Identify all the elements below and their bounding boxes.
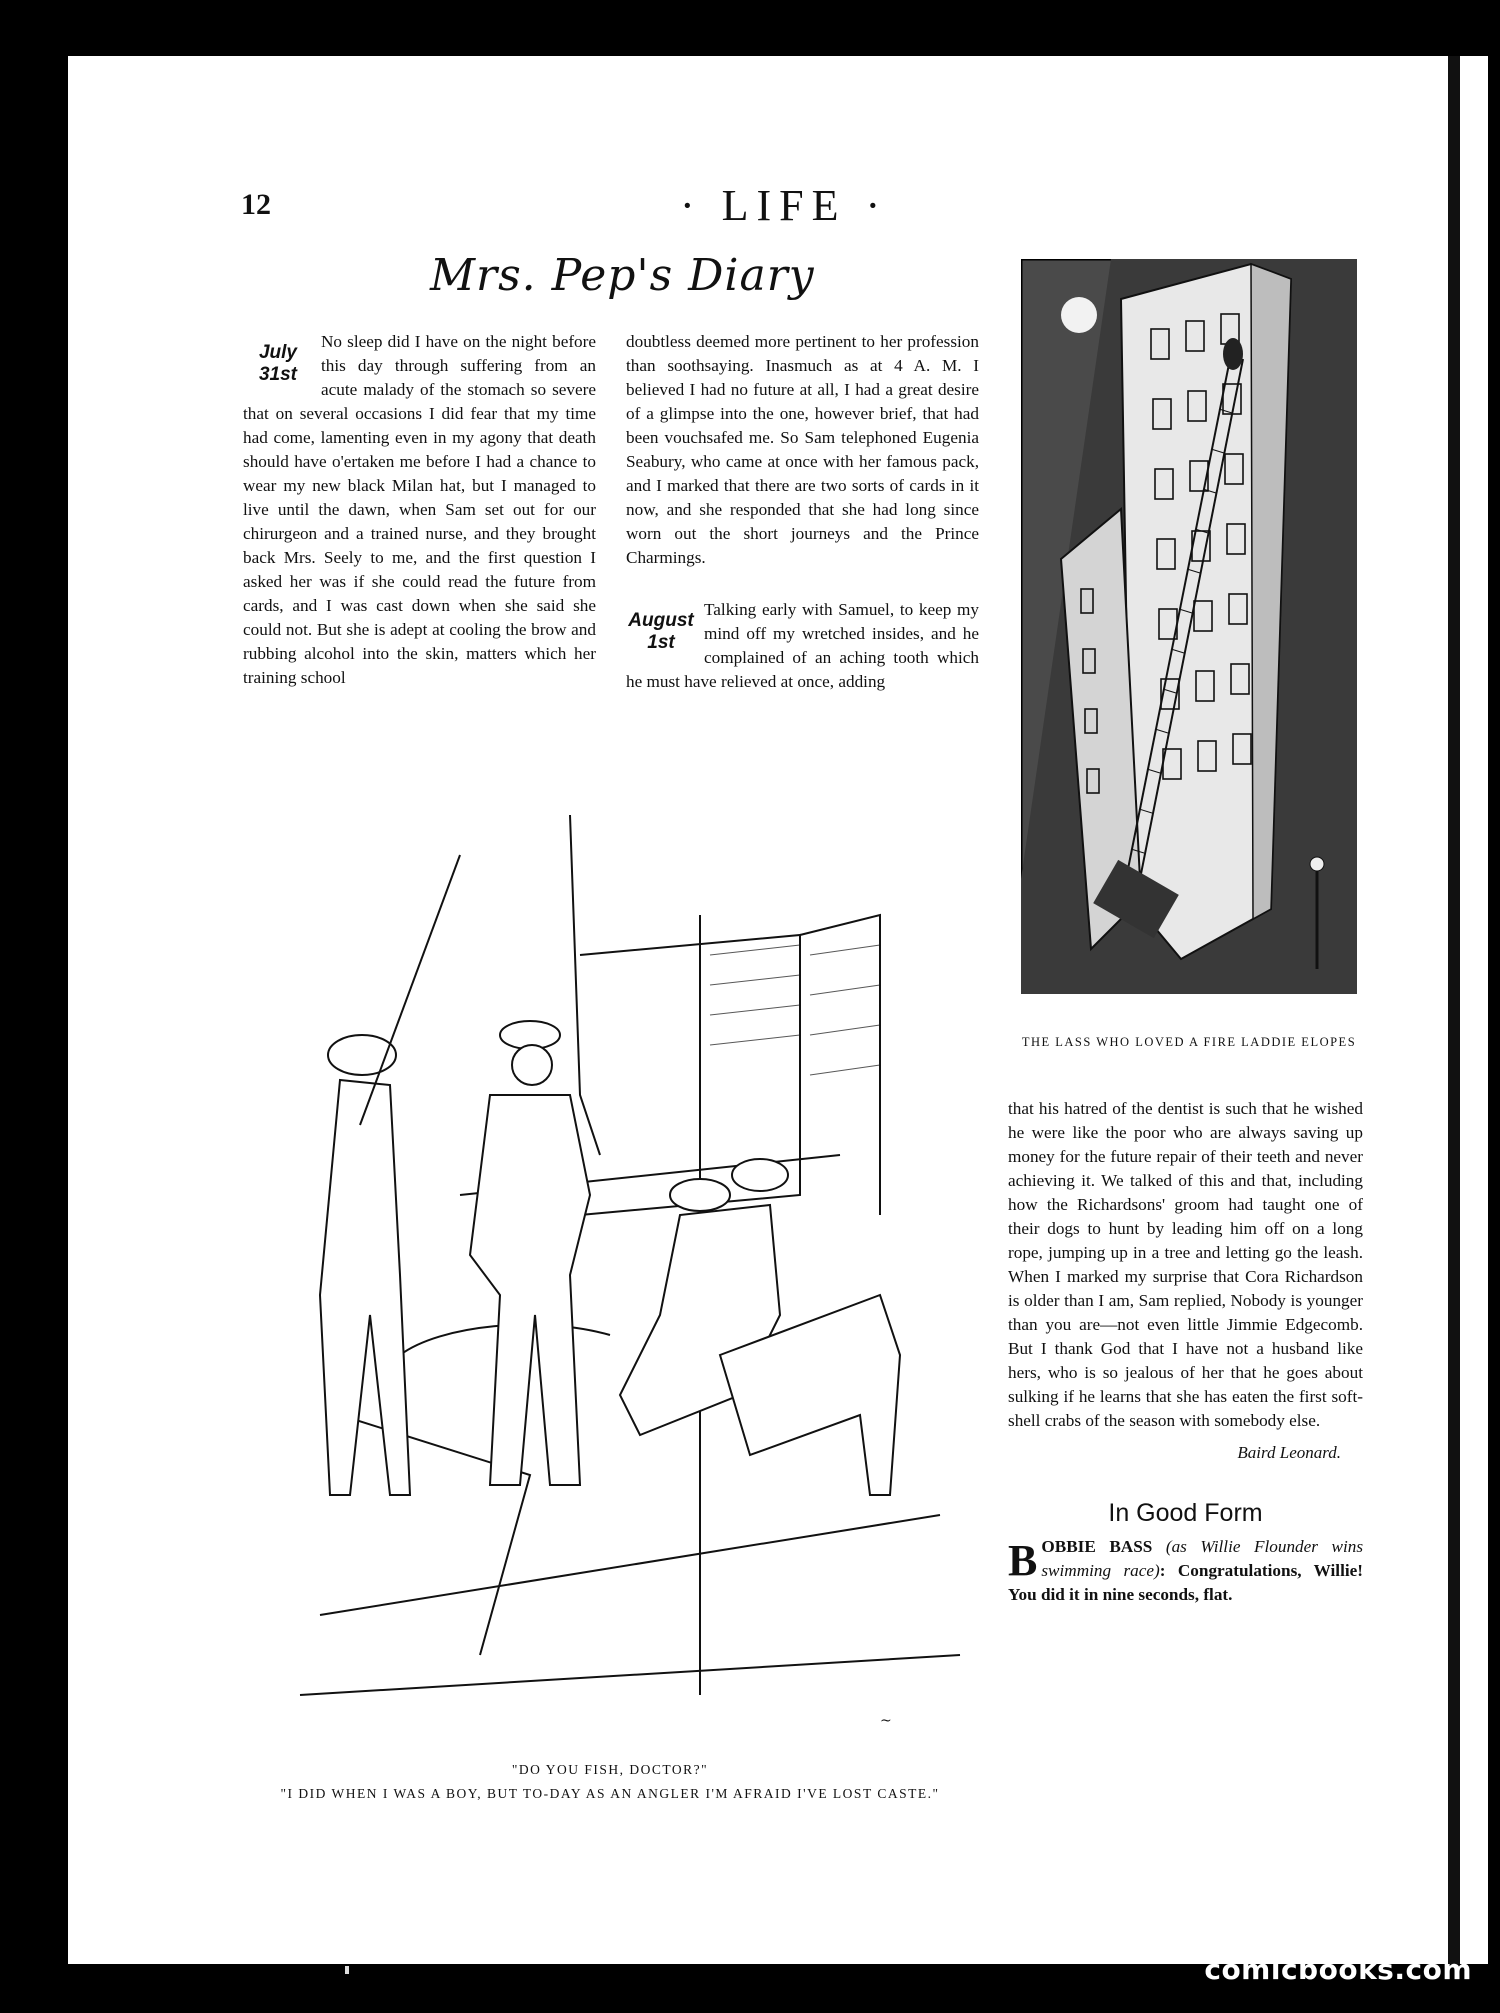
drop-cap: B (1008, 1536, 1038, 1585)
second-entry (626, 598, 979, 694)
fishing-illustration (280, 795, 980, 1745)
next-page-edge (1460, 56, 1488, 1964)
angler-figure (320, 855, 460, 1495)
scan-artifact (345, 1966, 349, 1974)
good-form-body (1008, 1535, 1363, 1607)
text-column-2 (626, 330, 979, 694)
good-form-text: : Congratulations, Willie! You did it in nine seconds, flat. (1008, 1561, 1363, 1604)
entry-text-part1: No sleep did I have on the night before this day through suffering from an acute malady of the stomach so severe that on several occasions I did fear that my time had come, lamenting even in my agony that death should have o'ertaken me before I had a chance to wear my new black Milan hat, but I managed to live until the dawn, when Sam set out for our chirurgeon and a trained nurse, and they brought back Mrs. Seely to me, and the first question I asked her was if she could read the future from cards, and I was cast down when she said she could not. But she is adept at cooling the brow and rubbing alcohol into the skin, matters which her training school (243, 332, 596, 687)
entry-date: August 1st (628, 610, 694, 653)
author-signature: Baird Leonard. (1237, 1443, 1341, 1462)
fishing-caption (230, 1758, 990, 1806)
watermark: comicbooks.com (1204, 1953, 1472, 1986)
entry-text: Talking early with Samuel, to keep my mind off my wretched insides, and he complained of an aching tooth which he must have relieved at once, adding (626, 600, 979, 691)
speaker-name: OBBIE BASS (1041, 1537, 1153, 1556)
caption-line-1: "DO YOU FISH, DOCTOR?" (511, 1762, 709, 1777)
doctor-figure (470, 1021, 590, 1485)
entry-date: July 31st (258, 342, 298, 385)
fire-caption: THE LASS WHO LOVED A FIRE LADDIE ELOPES (1021, 1035, 1357, 1049)
moon-icon (1061, 297, 1097, 333)
page-number: 12 (241, 188, 271, 221)
section-title: In Good Form (1108, 1499, 1263, 1527)
masthead: · LIFE · (680, 181, 889, 230)
svg-text:~: ~ (880, 1713, 892, 1729)
climbing-figures (1223, 338, 1243, 370)
article-title: Mrs. Pep's Diary (430, 250, 815, 301)
stage-direction: (as Willie Flounder wins swimming race) (1041, 1537, 1364, 1580)
page-gutter (1448, 56, 1460, 1964)
entry-text-part2: doubtless deemed more pertinent to her profession than soothsaying. Inasmuch as at 4 A. M. I believed I had no future at all, I had a great desire of a glimpse into the one, however brief, that had been vouchsafed me. So Sam telephoned Eugenia Seabury, who came at once with her famous pack, and I marked that there are two sorts of cards in it now, and she responded that she had long since worn out the short journeys and the Prince Charmings. (626, 332, 979, 567)
women-on-bench (620, 1159, 900, 1495)
text-column-1 (243, 330, 596, 690)
text-column-3 (1008, 1097, 1363, 1607)
fire-ladder-illustration (1021, 259, 1357, 994)
diary-continuation: that his hatred of the dentist is such that he wished he were like the poor who are always saving up money for the future repair of their teeth and never achieving it. We talked of this and that, including how the Richardsons' groom had taught one of their dogs to hunt by leading him off on a long rope, jumping up in a tree and letting go the leash. When I marked my surprise that Cora Richardson is older than I am, Sam replied, Nobody is younger than you are—not even little Jimmie Edgecomb. But I thank God that I have not a husband like hers, who is so jealous of her that he goes about sulking if he learns that she has eaten the first soft-shell crabs of the season with somebody else. (1008, 1099, 1363, 1430)
caption-line-2: "I DID WHEN I WAS A BOY, BUT TO-DAY AS AN ANGLER I'M AFRAID I'VE LOST CASTE." (280, 1786, 940, 1801)
